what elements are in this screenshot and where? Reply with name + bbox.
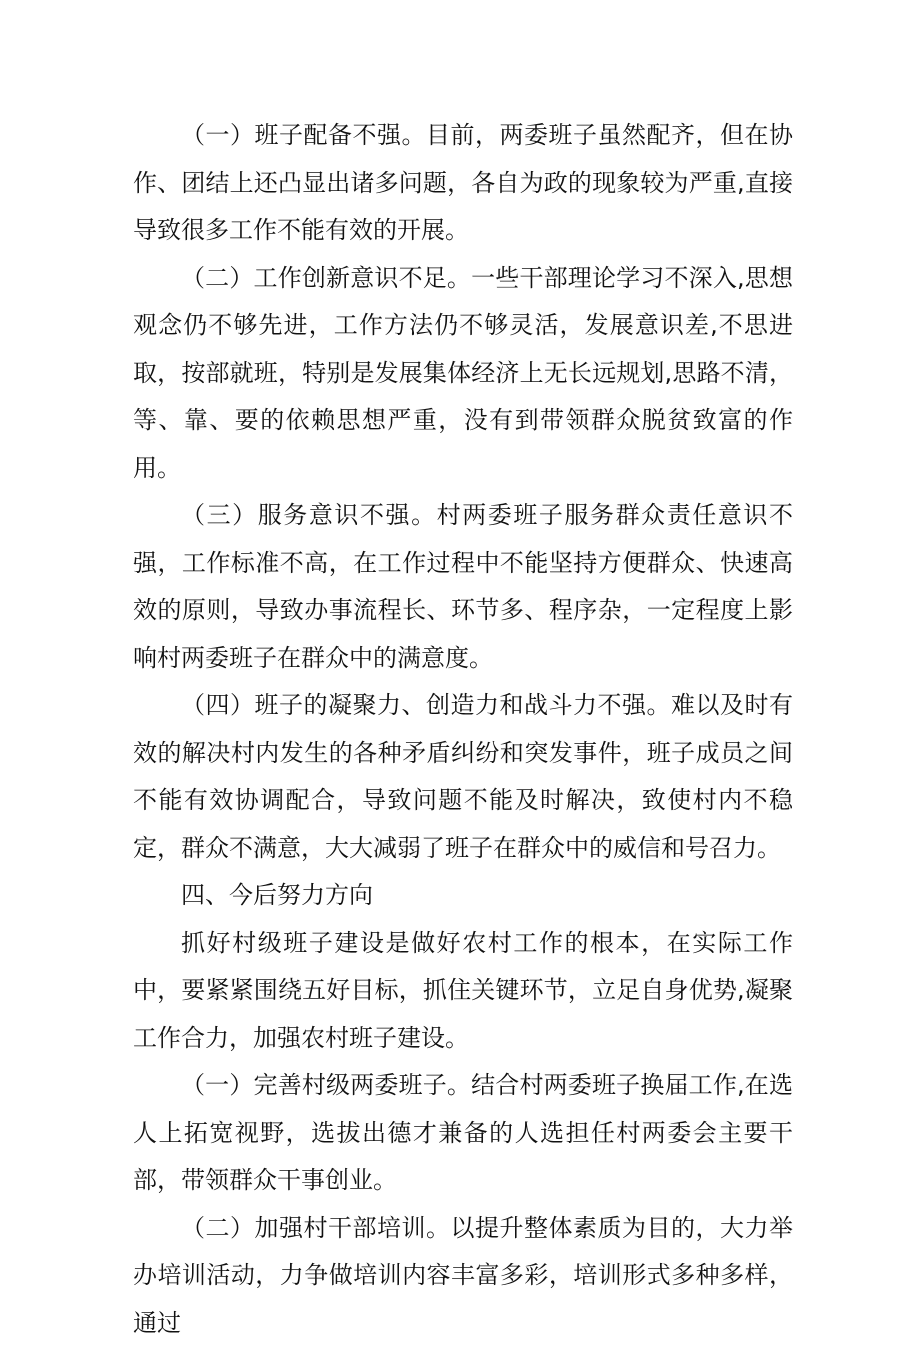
paragraph-improve-committees: （一）完善村级两委班子。结合村两委班子换届工作,在选人上拓宽视野，选拔出德才兼备的人选担任村两委会主要干部，带领群众干事创业。 bbox=[133, 1062, 793, 1205]
paragraph-service-awareness: （三）服务意识不强。村两委班子服务群众责任意识不强，工作标准不高，在工作过程中不能坚持方便群众、快速高效的原则，导致办事流程长、环节多、程序杂，一定程度上影响村两委班子在群众中的满意度。 bbox=[133, 492, 793, 682]
paragraph-team-cohesion: （四）班子的凝聚力、创造力和战斗力不强。难以及时有效的解决村内发生的各种矛盾纠纷和突发事件，班子成员之间不能有效协调配合，导致问题不能及时解决，致使村内不稳定，群众不满意，大大减弱了班子在群众中的威信和号召力。 bbox=[133, 682, 793, 872]
paragraph-future-overview: 抓好村级班子建设是做好农村工作的根本，在实际工作中，要紧紧围绕五好目标，抓住关键环节，立足自身优势,凝聚工作合力，加强农村班子建设。 bbox=[133, 920, 793, 1063]
document-body bbox=[133, 112, 793, 1347]
paragraph-team-allocation: （一）班子配备不强。目前，两委班子虽然配齐，但在协作、团结上还凸显出诸多问题，各自为政的现象较为严重,直接导致很多工作不能有效的开展。 bbox=[133, 112, 793, 255]
paragraph-cadre-training: （二）加强村干部培训。以提升整体素质为目的，大力举办培训活动，力争做培训内容丰富多彩，培训形式多种多样，通过 bbox=[133, 1205, 793, 1347]
paragraph-innovation-awareness: （二）工作创新意识不足。一些干部理论学习不深入,思想观念仍不够先进，工作方法仍不够灵活，发展意识差,不思进取，按部就班，特别是发展集体经济上无长远规划,思路不清，等、靠、要的依赖思想严重，没有到带领群众脱贫致富的作用。 bbox=[133, 255, 793, 493]
section-heading-future-direction: 四、今后努力方向 bbox=[133, 872, 793, 920]
